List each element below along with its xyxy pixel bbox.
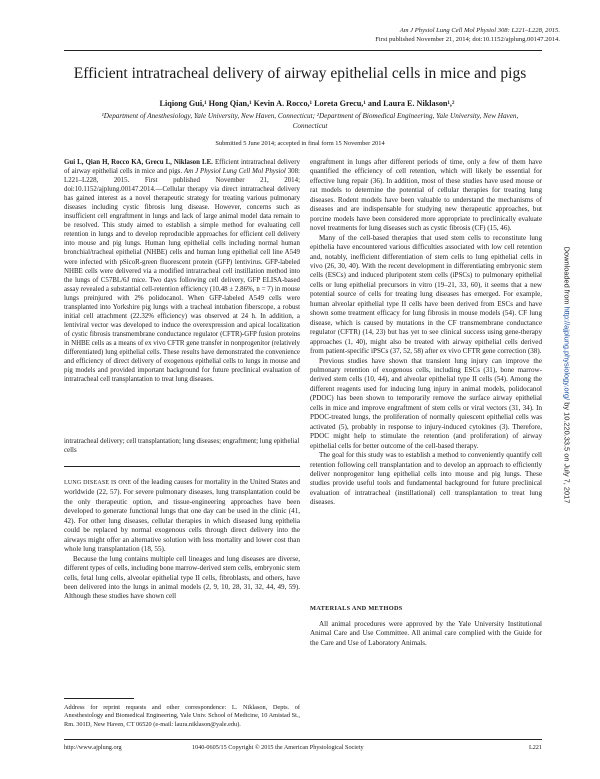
abstract-citation-journal: Am J Physiol Lung Cell Mol Physiol	[183, 168, 286, 176]
abstract-citation-rest: 308: L221–L228, 2015. First published November 21, 2014; doi:10.1152/ajplung.00147.2014.—	[64, 168, 300, 194]
abstract-citation-authors: Gui L, Qian H, Rocco KA, Grecu L, Niklason LE.	[64, 159, 213, 166]
keywords: intratracheal delivery; cell transplantation; lung diseases; engraftment; lung epithelial cells	[64, 438, 300, 455]
intro-paragraph-2: Because the lung contains multiple cell lineages and lung diseases are diverse, different types of cells, including bone marrow-derived stem cells, embryonic stem cells, fetal lung cells, alveolar epithelial type II cells, fibroblasts, and others, have been delivered into the lungs in animal models (2, 9, 10, 28, 31, 32, 44, 49, 59). Although these studies have shown cell	[64, 554, 300, 601]
header-divider	[64, 50, 542, 51]
methods-paragraph: All animal procedures were approved by the Yale University Institutional Animal Care and Use Committee. All animal care complied with the Guide for the Care and Use of Laboratory Animals.	[310, 620, 542, 647]
affiliations: ¹Department of Anesthesiology, Yale University, New Haven, Connecticut; ²Department of Biomedical Engineering, Yale University, New Haven, Connecticut	[101, 112, 519, 130]
right-paragraph-4: The goal for this study was to establish a method to conveniently quantify cell retention following cell transplantation and to develop an approach to efficiently deliver nonprogenitor lung epithelial cells into mouse and pig lungs. These studies provide useful tools and fundamental background for future preclinical evaluation of intratracheal (instillational) cell transplantation to treat lung diseases.	[310, 451, 542, 507]
introduction-left	[64, 478, 300, 602]
author-list: Liqiong Gui,¹ Hong Qian,¹ Kevin A. Rocco,¹ Loreta Grecu,¹ and Laura E. Niklason¹,²	[159, 99, 455, 108]
intro-lead: LUNG DISEASE IS ONE	[64, 480, 132, 486]
right-paragraph-3: Previous studies have shown that transient lung injury can improve the pulmonary retention of exogenous cells, including ESCs (31), bone marrow-derived stem cells (10, 44), and alveolar epithelial type II cells (54). Among the different reagents used for inducing lung injury in animal models, polidocanol (PDOC) has been shown to temporarily remove the surface airway epithelial cells in mice and improve engraftment of stem cells or viral vectors (31, 34). In PDOC-treated lungs, the proliferation of normally quiescent epithelial cells was activated (5), probably in response to injury-induced cytokines (3). Therefore, PDOC might help to stimulate the retention (and proliferation) of airway epithelial cells for better outcome of the cell-based therapy.	[310, 356, 542, 450]
footnote-divider	[64, 698, 134, 699]
abstract-divider	[64, 466, 300, 467]
journal-citation: Am J Physiol Lung Cell Mol Physiol 308: L221–L228, 2015.	[399, 27, 560, 34]
download-link[interactable]: http://ajplung.physiology.org/	[562, 306, 572, 401]
journal-header	[260, 26, 560, 44]
abstract-body: Cellular therapy via direct intratracheal delivery has gained interest as a novel therapeutic strategy for treating various pulmonary diseases including cystic fibrosis lung disease. However, concerns such as insufficient cell engraftment in lungs and lack of large animal model data remain to be resolved. This study aimed to establish a simple method for evaluating cell retention in lungs and to develop reproducible approaches for efficient cell delivery into mouse and pig lungs. Human lung epithelial cells including normal human bronchial/tracheal epithelial (NHBE) cells and human lung epithelial cell line A549 were infected with pSicoR-green fluorescent protein (GFP) lentivirus. GFP-labeled NHBE cells were delivered via a modified intratracheal cell instillation method into the lungs of C57BL/6J mice. Two days following cell delivery, GFP ELISA-based assay revealed a substantial cell-retention efficiency (10.48 ± 2.86%, n = 7) in mouse lungs preinjured with 2% polidocanol. When GFP-labeled A549 cells were transplanted into Yorkshire pig lungs with a tracheal intubation fiberscope, a robust initial cell attachment (22.32% efficiency) was observed at 24 h. In addition, a lentiviral vector was developed to induce the overexpression and apical localization of cystic fibrosis transmembrane conductance regulator (CFTR)-GFP fusion proteins in NHBE cells as a means of ex vivo CFTR gene transfer in nonprogenitor (relatively differentiated) lung epithelial cells. These results have demonstrated the convenience and efficiency of direct delivery of exogenous epithelial cells to lungs in mouse and pig models and provided important background for future preclinical evaluation of intratracheal cell transplantation to treat lung diseases.	[64, 186, 300, 384]
methods-text	[310, 620, 542, 648]
journal-url[interactable]: http://www.ajplung.org	[64, 744, 122, 751]
issn-copyright: 1040-0605/15 Copyright © 2015 the American Physiological Society	[192, 744, 364, 751]
download-note-prefix: Downloaded from	[562, 246, 572, 307]
right-paragraph-1: engraftment in lungs after different periods of time, only a few of them have quantified the efficiency of cell retention, which will likely be essential for effective lung repair (36). In addition, most of these studies have used mouse or rat models to determine the potential of cellular therapies for treating lung diseases. Rodent models have been valuable to understand the mechanisms of diseases and are indispensable for studying new therapeutic approaches, but porcine models have been considered more appropriate to preclinically evaluate novel treatments for lung diseases such as cystic fibrosis (CF) (15, 46).	[310, 158, 542, 233]
download-note-text	[563, 247, 572, 504]
download-note-suffix: by 10.220.33.5 on July 7, 2017	[562, 400, 572, 504]
abstract-citation-title: Efficient intratracheal delivery of airway epithelial cells in mice and pigs.	[64, 159, 300, 176]
footer-divider	[64, 739, 542, 740]
submission-dates: Submitted 5 June 2014; accepted in final form 15 November 2014	[215, 140, 385, 147]
right-paragraph-2: Many of the cell-based therapies that used stem cells to reconstitute lung epithelia have encountered various difficulties associated with low cell retention and, notably, inefficient differentiation of stem cells to lung epithelial cells in vivo (26, 30, 40). With the recent development in differentiating embryonic stem cells (ESCs) and induced pluripotent stem cells (iPSCs) to pulmonary epithelial cells or lung epithelial precursors in vitro (19–21, 33, 60), it seems that a new potential source of cells for treating lung diseases has emerged. For example, human alveolar epithelial type II cells have been derived from ESCs and have shown some treatment efficacy for lung fibrosis in mouse models (54). CF lung disease, which is caused by mutations in the CF transmembrane conductance regulator (CFTR) (14, 23) but has yet to see clinical success using gene-therapy approaches (1, 40), might also be treated with airway epithelial cells derived from patient-specific iPSCs (37, 52, 58) after ex vivo CFTR gene correction (38).	[310, 233, 542, 356]
download-note	[560, 160, 574, 590]
introduction-right	[310, 158, 542, 508]
abstract	[64, 158, 300, 384]
page-number: L221	[528, 744, 542, 751]
correspondence-note: Address for reprint requests and other correspondence: L. Niklason, Depts. of Anesthesiology and Biomedical Engineering, Yale Univ. School of Medicine, 10 Amistad St., Rm. 301D, New Haven, CT 06520 (e-mail: laura.niklason@yale.edu).	[64, 704, 300, 728]
intro-paragraph-1: of the leading causes for mortality in the United States and worldwide (22, 57). For severe pulmonary diseases, lung transplantation could be the only therapeutic option, and tissue-engineering approaches have been developed to generate functional lungs that one day can be used in the clinic (41, 42). For other lung diseases, cellular therapies in which diseased lung epithelia could be replaced by normal exogenous cells through direct delivery into the airways might offer an alternative solution with less mortality and lower cost than whole lung transplantation (18, 55).	[64, 478, 300, 554]
publication-info: First published November 21, 2014; doi:10.1152/ajplung.00147.2014.	[375, 36, 560, 43]
methods-heading: MATERIALS AND METHODS	[310, 605, 403, 612]
article-title: Efficient intratracheal delivery of airway epithelial cells in mice and pigs	[73, 65, 527, 82]
